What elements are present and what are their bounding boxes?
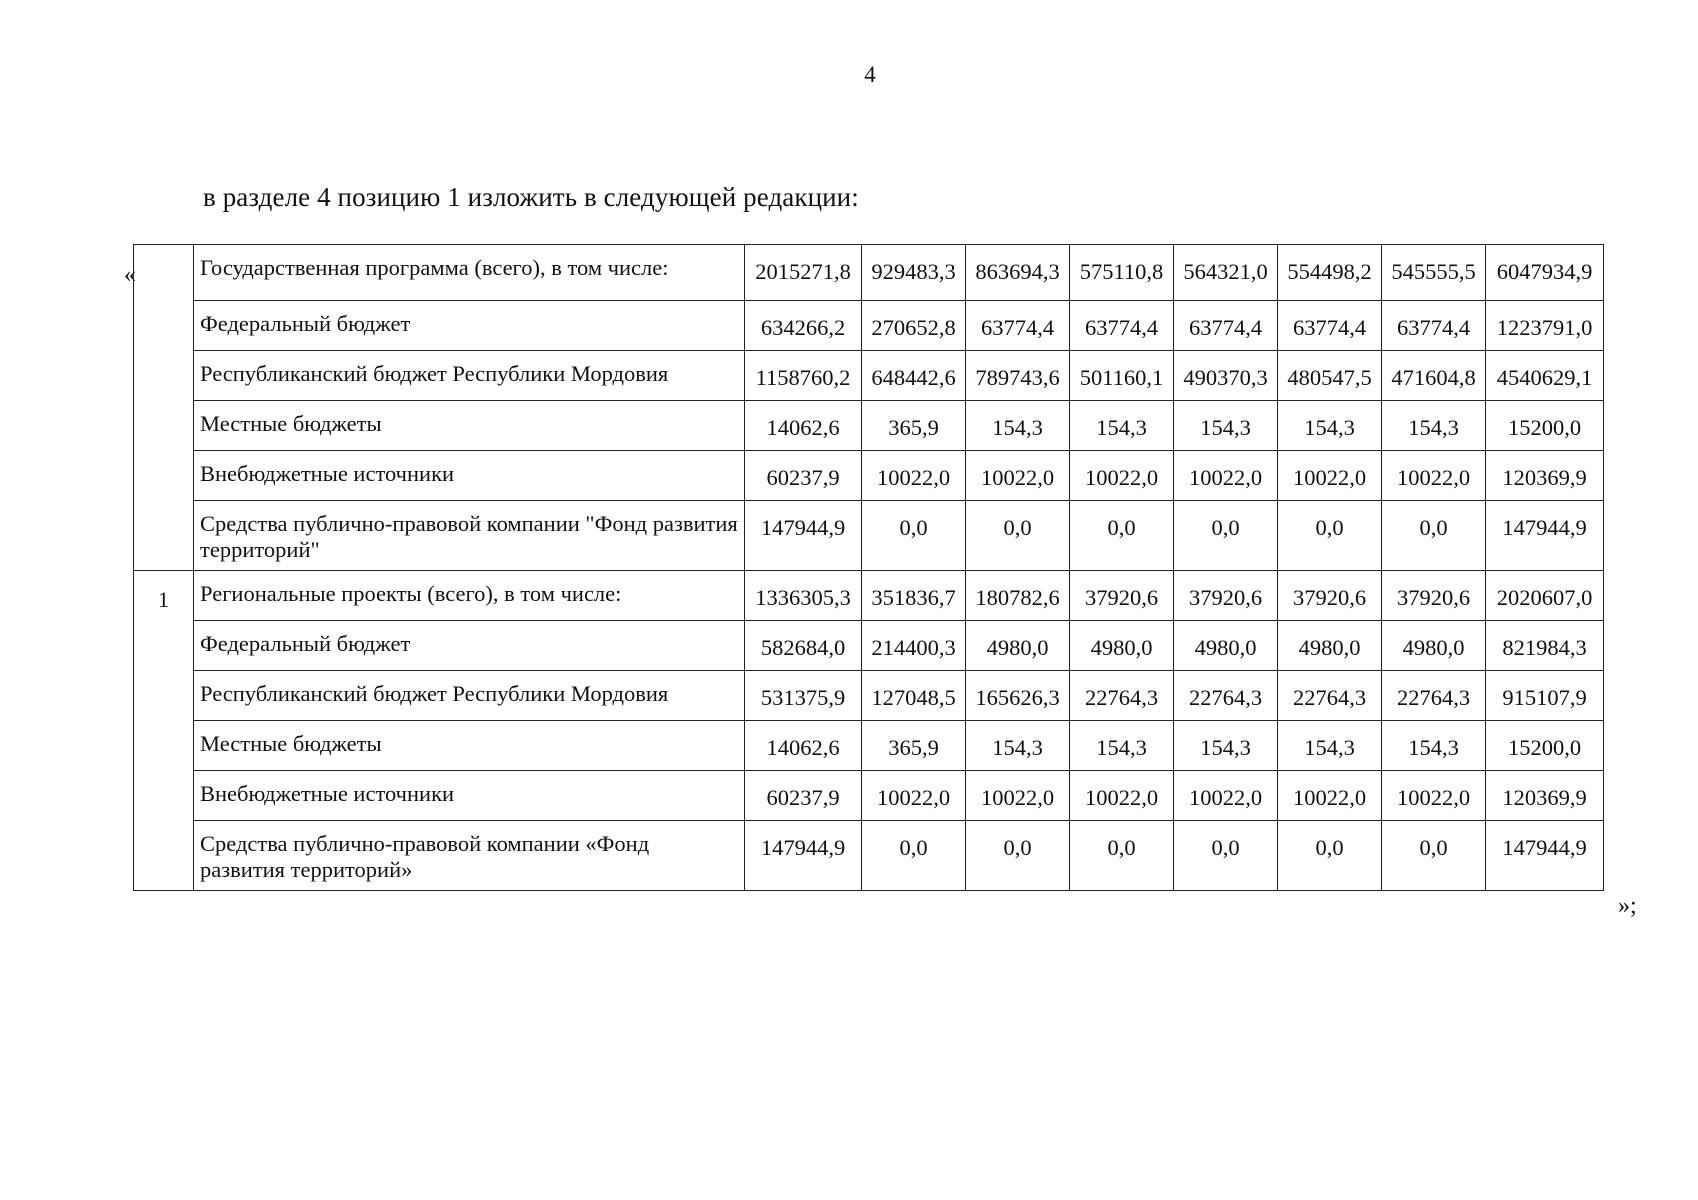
value-cell: 0,0 bbox=[1070, 821, 1174, 891]
funding-source-name: Региональные проекты (всего), в том числе: bbox=[194, 571, 745, 621]
value-cell: 214400,3 bbox=[862, 621, 966, 671]
table-row bbox=[134, 351, 1604, 401]
value-cell: 10022,0 bbox=[1070, 771, 1174, 821]
value-cell: 10022,0 bbox=[966, 771, 1070, 821]
value-cell: 154,3 bbox=[1278, 721, 1382, 771]
funding-source-name: Средства публично-правовой компании «Фонд развития территорий» bbox=[194, 821, 745, 891]
page-number: 4 bbox=[864, 62, 876, 87]
value-cell: 4980,0 bbox=[966, 621, 1070, 671]
value-cell: 154,3 bbox=[1382, 401, 1486, 451]
funding-source-name: Местные бюджеты bbox=[194, 721, 745, 771]
value-cell: 37920,6 bbox=[1382, 571, 1486, 621]
value-cell: 575110,8 bbox=[1070, 245, 1174, 301]
value-cell: 545555,5 bbox=[1382, 245, 1486, 301]
value-cell: 4980,0 bbox=[1174, 621, 1278, 671]
value-cell: 22764,3 bbox=[1070, 671, 1174, 721]
value-cell: 4980,0 bbox=[1278, 621, 1382, 671]
value-cell: 60237,9 bbox=[745, 771, 862, 821]
value-cell: 0,0 bbox=[1174, 821, 1278, 891]
value-cell: 15200,0 bbox=[1486, 401, 1604, 451]
table-row bbox=[134, 401, 1604, 451]
value-cell: 154,3 bbox=[1070, 721, 1174, 771]
value-cell: 270652,8 bbox=[862, 301, 966, 351]
value-cell: 1336305,3 bbox=[745, 571, 862, 621]
value-cell: 14062,6 bbox=[745, 721, 862, 771]
value-cell: 120369,9 bbox=[1486, 771, 1604, 821]
value-cell: 554498,2 bbox=[1278, 245, 1382, 301]
value-cell: 165626,3 bbox=[966, 671, 1070, 721]
opening-quote: « bbox=[124, 262, 136, 288]
funding-source-name: Республиканский бюджет Республики Мордовия bbox=[194, 351, 745, 401]
value-cell: 10022,0 bbox=[1278, 451, 1382, 501]
table-row bbox=[134, 451, 1604, 501]
value-cell: 10022,0 bbox=[1174, 451, 1278, 501]
position-number-cell: 1 bbox=[134, 571, 194, 891]
value-cell: 0,0 bbox=[966, 821, 1070, 891]
value-cell: 915107,9 bbox=[1486, 671, 1604, 721]
value-cell: 63774,4 bbox=[966, 301, 1070, 351]
value-cell: 15200,0 bbox=[1486, 721, 1604, 771]
value-cell: 37920,6 bbox=[1278, 571, 1382, 621]
value-cell: 22764,3 bbox=[1174, 671, 1278, 721]
value-cell: 929483,3 bbox=[862, 245, 966, 301]
value-cell: 154,3 bbox=[966, 721, 1070, 771]
value-cell: 0,0 bbox=[1278, 821, 1382, 891]
value-cell: 154,3 bbox=[1278, 401, 1382, 451]
value-cell: 531375,9 bbox=[745, 671, 862, 721]
position-number-cell bbox=[134, 245, 194, 571]
value-cell: 14062,6 bbox=[745, 401, 862, 451]
table-row bbox=[134, 771, 1604, 821]
table-row bbox=[134, 621, 1604, 671]
value-cell: 501160,1 bbox=[1070, 351, 1174, 401]
funding-source-name: Государственная программа (всего), в том числе: bbox=[194, 245, 745, 301]
table-row bbox=[134, 301, 1604, 351]
budget-table bbox=[133, 244, 1604, 891]
value-cell: 0,0 bbox=[1278, 501, 1382, 571]
value-cell: 0,0 bbox=[862, 501, 966, 571]
value-cell: 1158760,2 bbox=[745, 351, 862, 401]
value-cell: 60237,9 bbox=[745, 451, 862, 501]
value-cell: 0,0 bbox=[1382, 501, 1486, 571]
value-cell: 4540629,1 bbox=[1486, 351, 1604, 401]
closing-quote: »; bbox=[1618, 893, 1637, 919]
value-cell: 2020607,0 bbox=[1486, 571, 1604, 621]
value-cell: 351836,7 bbox=[862, 571, 966, 621]
value-cell: 2015271,8 bbox=[745, 245, 862, 301]
table-row bbox=[134, 571, 1604, 621]
value-cell: 154,3 bbox=[1174, 721, 1278, 771]
value-cell: 37920,6 bbox=[1174, 571, 1278, 621]
value-cell: 365,9 bbox=[862, 401, 966, 451]
value-cell: 10022,0 bbox=[862, 771, 966, 821]
value-cell: 10022,0 bbox=[862, 451, 966, 501]
table-row bbox=[134, 721, 1604, 771]
table-row bbox=[134, 245, 1604, 301]
funding-source-name: Республиканский бюджет Республики Мордовия bbox=[194, 671, 745, 721]
value-cell: 0,0 bbox=[1382, 821, 1486, 891]
funding-source-name: Федеральный бюджет bbox=[194, 621, 745, 671]
value-cell: 63774,4 bbox=[1174, 301, 1278, 351]
value-cell: 0,0 bbox=[1174, 501, 1278, 571]
value-cell: 10022,0 bbox=[1382, 451, 1486, 501]
funding-source-name: Федеральный бюджет bbox=[194, 301, 745, 351]
value-cell: 789743,6 bbox=[966, 351, 1070, 401]
value-cell: 0,0 bbox=[862, 821, 966, 891]
value-cell: 147944,9 bbox=[1486, 501, 1604, 571]
value-cell: 63774,4 bbox=[1070, 301, 1174, 351]
value-cell: 22764,3 bbox=[1382, 671, 1486, 721]
value-cell: 0,0 bbox=[1070, 501, 1174, 571]
value-cell: 365,9 bbox=[862, 721, 966, 771]
value-cell: 147944,9 bbox=[1486, 821, 1604, 891]
value-cell: 480547,5 bbox=[1278, 351, 1382, 401]
value-cell: 120369,9 bbox=[1486, 451, 1604, 501]
funding-source-name: Средства публично-правовой компании "Фонд развития территорий" bbox=[194, 501, 745, 571]
intro-text: в разделе 4 позицию 1 изложить в следующей редакции: bbox=[203, 182, 859, 212]
value-cell: 154,3 bbox=[1382, 721, 1486, 771]
value-cell: 63774,4 bbox=[1278, 301, 1382, 351]
value-cell: 634266,2 bbox=[745, 301, 862, 351]
value-cell: 10022,0 bbox=[1278, 771, 1382, 821]
budget-table-body bbox=[134, 245, 1604, 891]
table-row bbox=[134, 671, 1604, 721]
value-cell: 821984,3 bbox=[1486, 621, 1604, 671]
value-cell: 37920,6 bbox=[1070, 571, 1174, 621]
value-cell: 6047934,9 bbox=[1486, 245, 1604, 301]
table-row bbox=[134, 821, 1604, 891]
value-cell: 582684,0 bbox=[745, 621, 862, 671]
value-cell: 10022,0 bbox=[1174, 771, 1278, 821]
funding-source-name: Внебюджетные источники bbox=[194, 771, 745, 821]
funding-source-name: Местные бюджеты bbox=[194, 401, 745, 451]
value-cell: 154,3 bbox=[1070, 401, 1174, 451]
value-cell: 63774,4 bbox=[1382, 301, 1486, 351]
value-cell: 0,0 bbox=[966, 501, 1070, 571]
value-cell: 4980,0 bbox=[1070, 621, 1174, 671]
value-cell: 154,3 bbox=[966, 401, 1070, 451]
value-cell: 180782,6 bbox=[966, 571, 1070, 621]
value-cell: 10022,0 bbox=[1070, 451, 1174, 501]
table-row bbox=[134, 501, 1604, 571]
value-cell: 147944,9 bbox=[745, 821, 862, 891]
value-cell: 10022,0 bbox=[966, 451, 1070, 501]
value-cell: 154,3 bbox=[1174, 401, 1278, 451]
value-cell: 10022,0 bbox=[1382, 771, 1486, 821]
funding-source-name: Внебюджетные источники bbox=[194, 451, 745, 501]
value-cell: 490370,3 bbox=[1174, 351, 1278, 401]
value-cell: 863694,3 bbox=[966, 245, 1070, 301]
value-cell: 22764,3 bbox=[1278, 671, 1382, 721]
value-cell: 564321,0 bbox=[1174, 245, 1278, 301]
value-cell: 4980,0 bbox=[1382, 621, 1486, 671]
value-cell: 648442,6 bbox=[862, 351, 966, 401]
value-cell: 471604,8 bbox=[1382, 351, 1486, 401]
value-cell: 1223791,0 bbox=[1486, 301, 1604, 351]
value-cell: 147944,9 bbox=[745, 501, 862, 571]
value-cell: 127048,5 bbox=[862, 671, 966, 721]
